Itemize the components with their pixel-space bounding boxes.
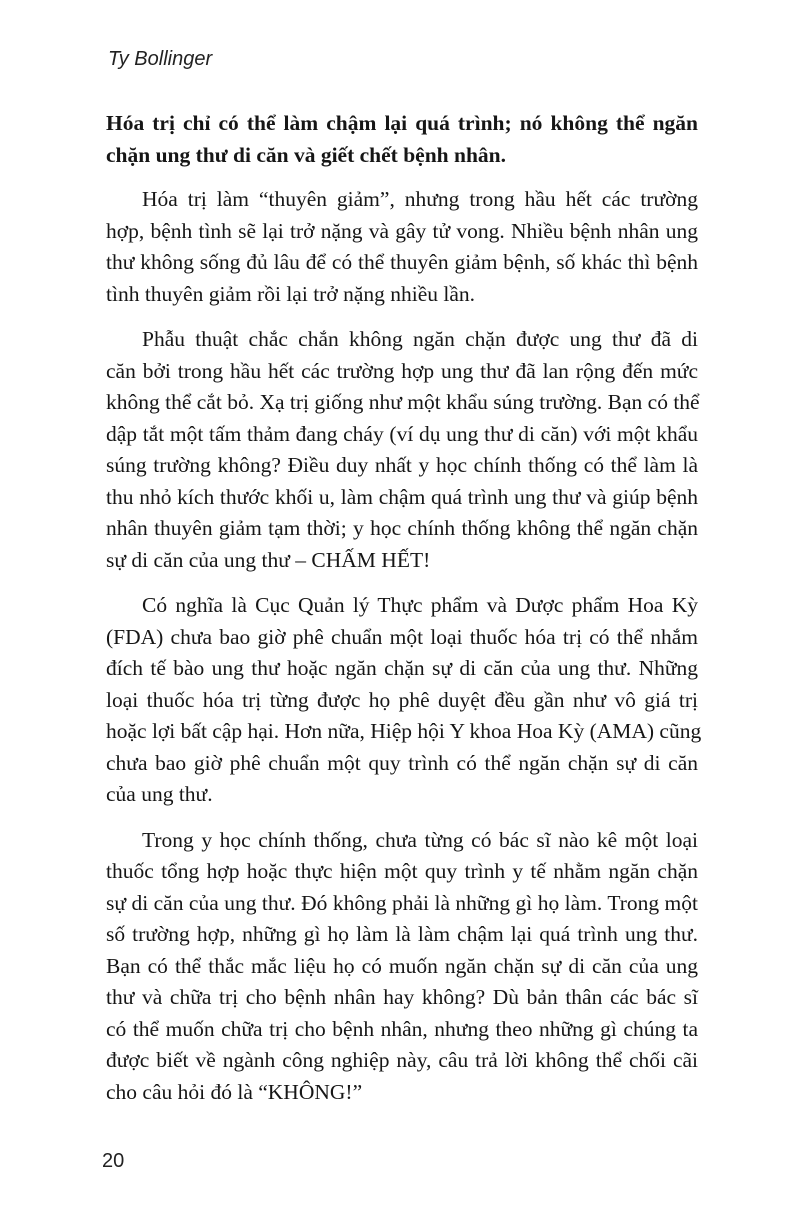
page-number: 20 bbox=[102, 1150, 125, 1172]
text-line: Có nghĩa là Cục Quản lý Thực phẩm và Dược phẩm Hoa Kỳ bbox=[142, 593, 698, 617]
running-header-author: Ty Bollinger bbox=[108, 48, 213, 70]
text-line: Hóa trị làm “thuyên giảm”, nhưng trong hầu hết các trường bbox=[142, 187, 698, 211]
paragraph bbox=[106, 590, 702, 811]
text-line: chưa bao giờ phê chuẩn một quy trình có thể ngăn chặn sự di căn bbox=[106, 750, 698, 775]
text-line: không thể cắt bỏ. Xạ trị giống như một khẩu súng trường. Bạn có thể bbox=[106, 390, 700, 414]
text-line: được biết về ngành công nghiệp này, câu trả lời không thể chối cãi bbox=[106, 1048, 698, 1072]
text-line: thư và chữa trị cho bệnh nhân hay không? Dù bản thân các bác sĩ bbox=[106, 985, 698, 1009]
text-line: nhân thuyên giảm tạm thời; y học chính thống không thể ngăn chặn bbox=[106, 516, 698, 540]
heading-line: Hóa trị chỉ có thể làm chậm lại quá trình; nó không thể ngăn bbox=[106, 111, 698, 135]
text-line: loại thuốc hóa trị từng được họ phê duyệt đều gần như vô giá trị bbox=[106, 687, 698, 712]
text-line: sự di căn của ung thư – CHẤM HẾT! bbox=[106, 547, 431, 572]
paragraph bbox=[106, 184, 698, 310]
text-line: sự di căn của ung thư. Đó không phải là những gì họ làm. Trong một bbox=[106, 890, 698, 915]
text-line: Trong y học chính thống, chưa từng có bác sĩ nào kê một loại bbox=[142, 827, 698, 852]
text-line: có thể muốn chữa trị cho bệnh nhân, nhưng theo những gì chúng ta bbox=[106, 1016, 698, 1041]
text-line: dập tắt một tấm thảm đang cháy (ví dụ ung thư di căn) với một khẩu bbox=[106, 421, 698, 446]
text-line: Bạn có thể thắc mắc liệu họ có muốn ngăn chặn sự di căn của ung bbox=[106, 953, 698, 978]
paragraph bbox=[106, 825, 698, 1109]
page-body bbox=[106, 108, 702, 1122]
text-line: súng trường không? Điều duy nhất y học chính thống có thể làm là bbox=[106, 453, 698, 477]
text-line: thu nhỏ kích thước khối u, làm chậm quá trình ung thư và giúp bệnh bbox=[106, 484, 698, 509]
text-line: căn bởi trong hầu hết các trường hợp ung thư đã lan rộng đến mức bbox=[106, 358, 698, 383]
text-line: Phẫu thuật chắc chắn không ngăn chặn được ung thư đã di bbox=[142, 327, 698, 351]
text-line: số trường hợp, những gì họ làm là làm chậm lại quá trình ung thư. bbox=[106, 922, 698, 946]
paragraph bbox=[106, 324, 698, 576]
text-line: thuốc tổng hợp hoặc thực hiện một quy trình y tế nhằm ngăn chặn bbox=[106, 859, 698, 883]
text-line: đích tế bào ung thư hoặc ngăn chặn sự di căn của ung thư. Những bbox=[106, 656, 698, 680]
text-line: tình thuyên giảm rồi lại trở nặng nhiều lần. bbox=[106, 281, 476, 306]
section-heading bbox=[106, 108, 698, 171]
heading-line: chặn ung thư di căn và giết chết bệnh nhân. bbox=[106, 142, 506, 167]
text-line: của ung thư. bbox=[106, 782, 213, 806]
text-line: thư không sống đủ lâu để có thể thuyên giảm bệnh, số khác thì bệnh bbox=[106, 250, 698, 274]
text-line: (FDA) chưa bao giờ phê chuẩn một loại thuốc hóa trị có thể nhắm bbox=[106, 624, 698, 649]
text-line: cho câu hỏi đó là “KHÔNG!” bbox=[106, 1079, 363, 1104]
text-line: hợp, bệnh tình sẽ lại trở nặng và gây tử vong. Nhiều bệnh nhân ung bbox=[106, 218, 698, 243]
text-line: hoặc lợi bất cập hại. Hơn nữa, Hiệp hội Y khoa Hoa Kỳ (AMA) cũng bbox=[106, 719, 702, 743]
